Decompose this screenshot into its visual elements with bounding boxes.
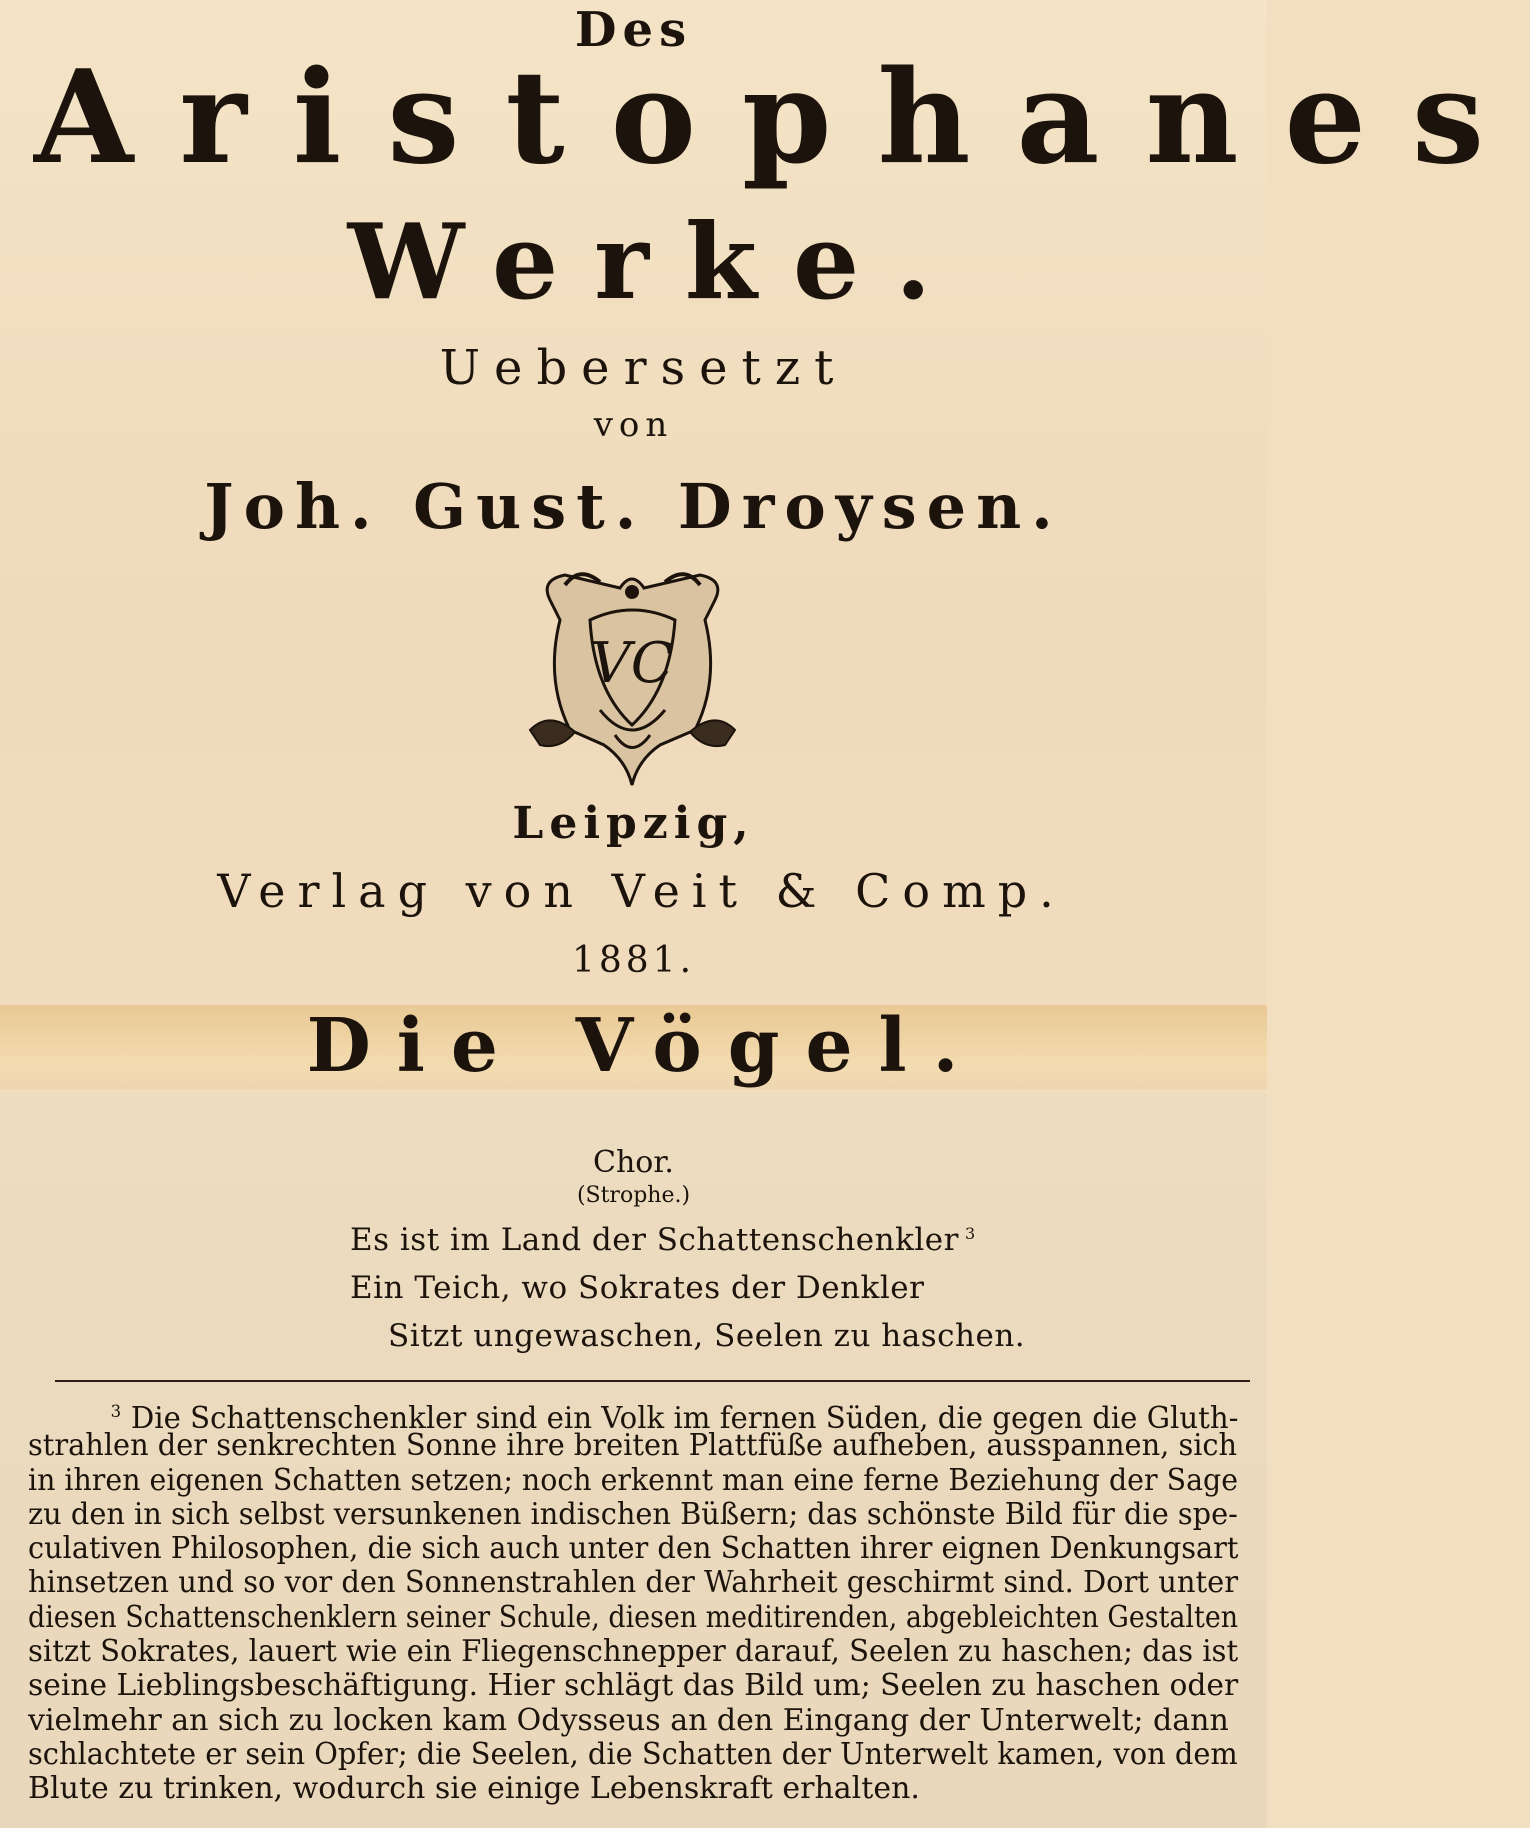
verse-line <box>350 1270 924 1306</box>
chorus-direction: (Strophe.) <box>576 1183 691 1208</box>
footnote-line: Blute zu trinken, wodurch sie einige Lebenskraft erhalten. <box>28 1771 920 1807</box>
footnote-line: hinsetzen und so vor den Sonnenstrahlen der Wahrheit geschirmt sind. Dort unter <box>28 1565 1239 1601</box>
svg-text:VC: VC <box>590 631 674 696</box>
title-works: Werke. <box>347 200 968 323</box>
imprint-city: Leipzig, <box>512 798 755 849</box>
footnote-divider <box>55 1380 1250 1382</box>
chorus-speaker: Chor. <box>593 1145 674 1180</box>
footnote-line: diesen Schattenschenklern seiner Schule, diesen meditirenden, abgebleichten Gestalten <box>28 1599 1239 1635</box>
translated-label: Uebersetzt <box>439 340 848 396</box>
verse-text: Es ist im Land der Schattenschenkler <box>350 1222 959 1258</box>
verse-text: Ein Teich, wo Sokrates der Denkler <box>350 1270 925 1306</box>
footnote-line: schlachtete er sein Opfer; die Seelen, die Schatten der Unterwelt kamen, von dem <box>28 1736 1238 1772</box>
by-label: von <box>593 405 674 445</box>
verse-line <box>388 1318 1025 1354</box>
imprint-publisher: Verlag von Veit & Comp. <box>217 864 1066 918</box>
translator-name: Joh. Gust. Droysen. <box>204 470 1063 543</box>
title-article: Des <box>574 2 693 58</box>
imprint-year: 1881. <box>571 940 696 981</box>
footnote-line: vielmehr an sich zu locken kam Odysseus an den Eingang der Unterwelt; dann <box>28 1702 1229 1738</box>
footnote-line: zu den in sich selbst versunkenen indischen Büßern; das schönste Bild für die spe- <box>28 1496 1238 1532</box>
footnote-marker: 3 <box>110 1402 122 1422</box>
footnote-line: $^3$ Die Schattenschenkler sind ein Volk im fernen Süden, die gegen die Gluth- <box>110 1401 1239 1436</box>
title-author-name: Aristophanes <box>34 43 1530 193</box>
publisher-emblem-icon <box>520 560 745 790</box>
verse-text: Sitzt ungewaschen, Seelen zu haschen. <box>388 1318 1026 1354</box>
footnote-block <box>28 1395 1238 1807</box>
play-title: Die Vögel. <box>306 1003 985 1089</box>
footnote-line: culativen Philosophen, die sich auch unter den Schatten ihrer eignen Denkungsart <box>28 1531 1239 1567</box>
footnote-line: seine Lieblingsbeschäftigung. Hier schlägt das Bild um; Seelen zu haschen oder <box>28 1668 1239 1704</box>
footnote-ref: 3 <box>964 1223 976 1243</box>
verse-line <box>350 1222 976 1258</box>
footnote-line: strahlen der senkrechten Sonne ihre breiten Plattfüße aufheben, ausspannen, sich <box>28 1428 1238 1464</box>
footnote-line: in ihren eigenen Schatten setzen; noch erkennt man eine ferne Beziehung der Sage <box>28 1462 1239 1498</box>
footnote-line: sitzt Sokrates, lauert wie ein Fliegenschnepper darauf, Seelen zu haschen; das ist <box>28 1634 1239 1670</box>
